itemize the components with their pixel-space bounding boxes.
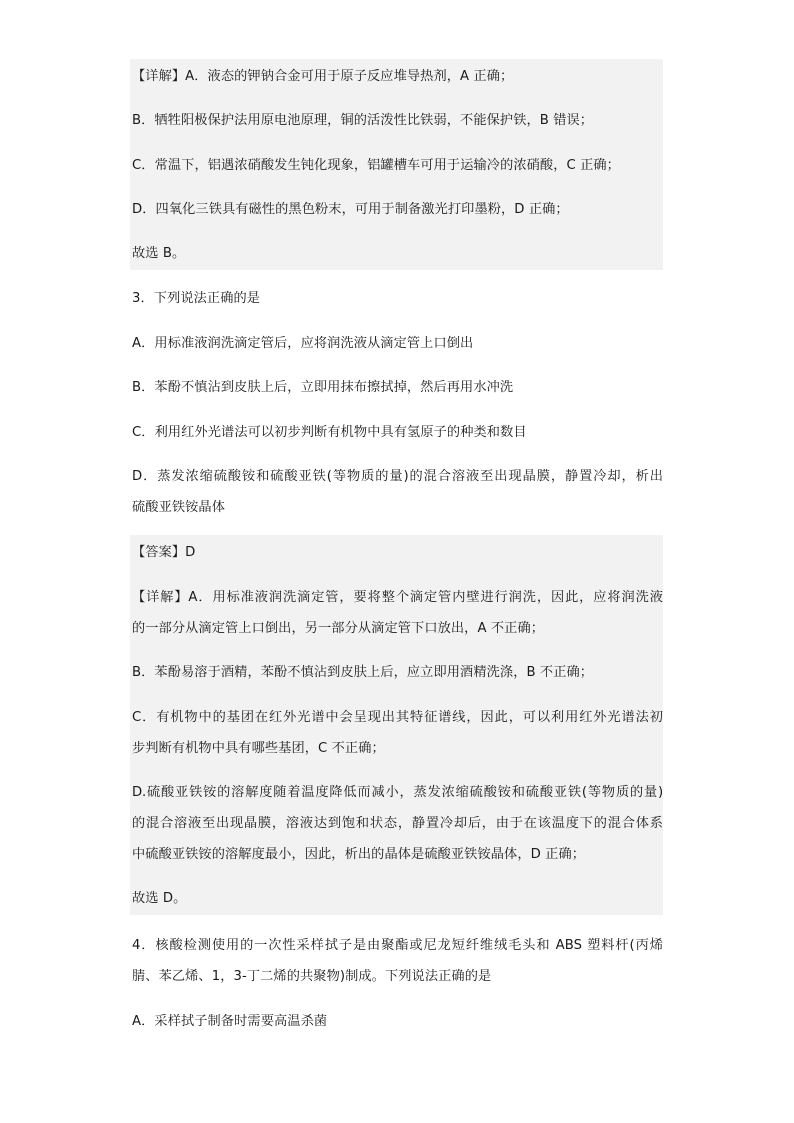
question-3-option-d: D．蒸发浓缩硫酸铵和硫酸亚铁(等物质的量)的混合溶液至出现晶膜，静置冷却，析出 xyxy=(132,469,663,484)
question-3-stem: 3．下列说法正确的是 xyxy=(132,291,261,306)
explanation-line-7: 的混合溶液至出现晶膜，溶液达到饱和状态，静置冷却后，由于在该温度下的混合体系 xyxy=(132,816,663,831)
explanation-line-5: 步判断有机物中具有哪些基团，C 不正确； xyxy=(132,741,385,756)
explanation-line-3: B．苯酚易溶于酒精，苯酚不慎沾到皮肤上后，应立即用酒精洗涤，B 不正确； xyxy=(132,665,594,680)
explanation-line-6: D.硫酸亚铁铵的溶解度随着温度降低而减小，蒸发浓缩硫酸铵和硫酸亚铁(等物质的量) xyxy=(132,785,663,800)
explanation-line-b: B．牺牲阳极保护法用原电池原理，铜的活泼性比铁弱，不能保护铁，B 错误； xyxy=(132,113,594,128)
question-3-option-a: A．用标准液润洗滴定管后，应将润洗液从滴定管上口倒出 xyxy=(132,336,474,351)
explanation-line-4: C．有机物中的基团在红外光谱中会呈现出其特征谱线，因此，可以利用红外光谱法初 xyxy=(132,710,663,725)
question-3-option-b: B．苯酚不慎沾到皮肤上后，立即用抹布擦拭掉，然后再用水冲洗 xyxy=(132,380,514,395)
explanation-line-8: 中硫酸亚铁铵的溶解度最小，因此，析出的晶体是硫酸亚铁铵晶体，D 正确； xyxy=(132,847,586,862)
explanation-line-1: 【详解】A．用标准液润洗滴定管，要将整个滴定管内壁进行润洗，因此，应将润洗液 xyxy=(132,590,663,605)
answer-choice-line-2: 故选 D。 xyxy=(132,891,187,906)
explanation-line-d: D．四氧化三铁具有磁性的黑色粉末，可用于制备激光打印墨粉，D 正确； xyxy=(132,202,569,217)
question-4-option-a: A．采样拭子制备时需要高温杀菌 xyxy=(132,1014,328,1029)
explanation-line-a: 【详解】A．液态的钾钠合金可用于原子反应堆导热剂，A 正确； xyxy=(132,69,514,84)
explanation-line-2: 的一部分从滴定管上口倒出，另一部分从滴定管下口放出，A 不正确； xyxy=(132,621,545,636)
question-3-option-d-continued: 硫酸亚铁铵晶体 xyxy=(132,500,226,515)
answer-label: 【答案】D xyxy=(132,545,196,560)
answer-choice-line: 故选 B。 xyxy=(132,246,186,261)
question-4-stem-line-2: 腈、苯乙烯、1，3-丁二烯的共聚物)制成。下列说法正确的是 xyxy=(132,969,492,984)
question-3-option-c: C．利用红外光谱法可以初步判断有机物中具有氢原子的种类和数目 xyxy=(132,425,527,440)
question-4-stem-line-1: 4．核酸检测使用的一次性采样拭子是由聚酯或尼龙短纤维绒毛头和 ABS 塑料杆(丙烯 xyxy=(132,938,663,953)
explanation-line-c: C．常温下，铝遇浓硝酸发生钝化现象，铝罐槽车可用于运输冷的浓硝酸，C 正确； xyxy=(132,158,620,173)
